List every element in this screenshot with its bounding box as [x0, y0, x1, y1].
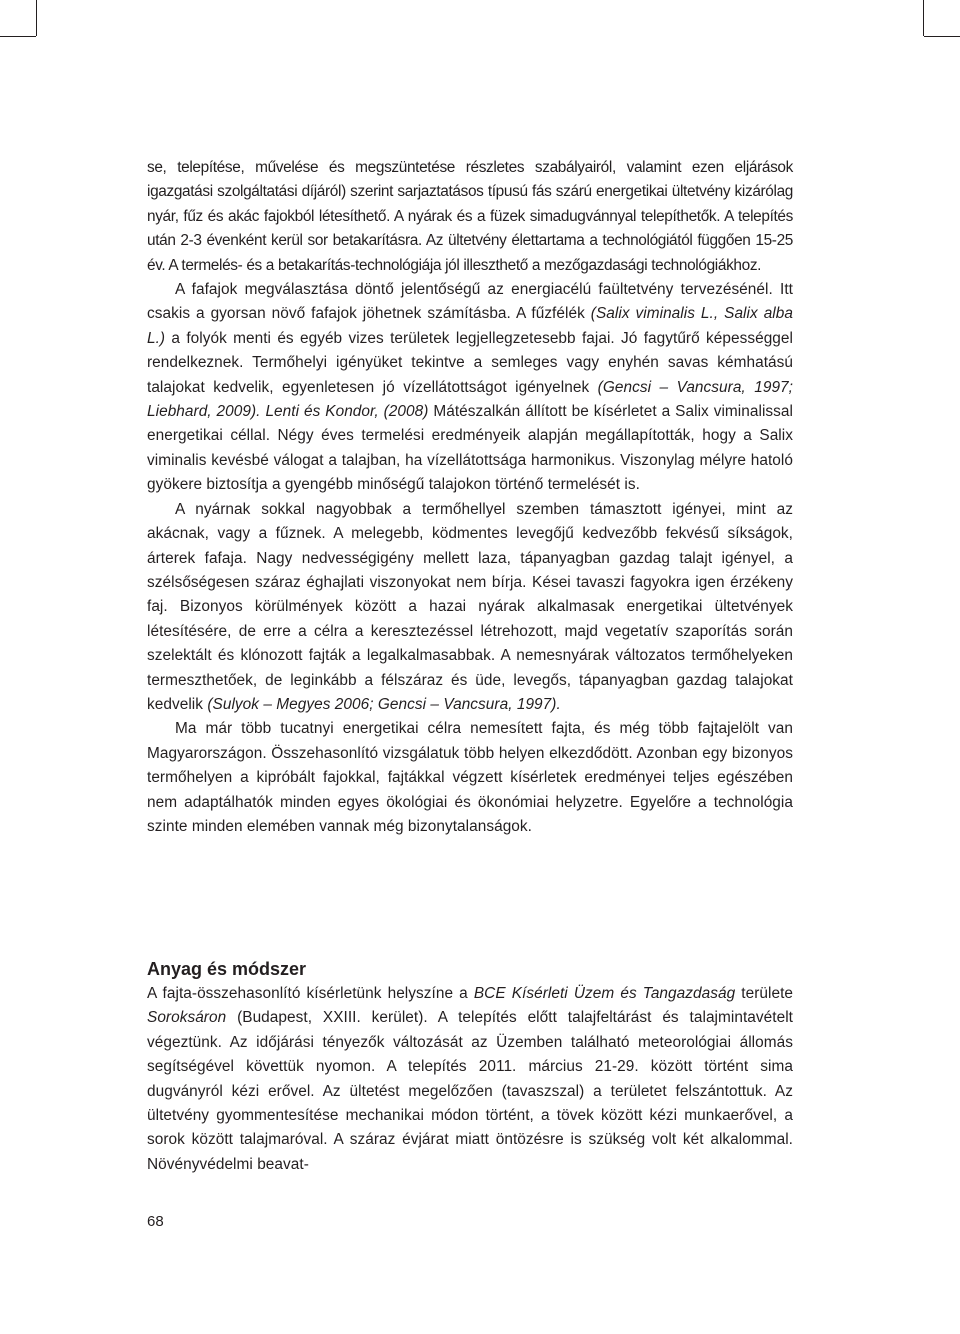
paragraph-2: [147, 278, 793, 498]
crop-mark-top-left-horizontal: [0, 36, 36, 37]
paragraph-4: [147, 717, 793, 839]
paragraph-2-run: a folyók menti és egyéb vizes területek legjellegzetesebb fajai. Jó fagytűrő képességgel rendelkeznek. Termőhelyi igényüket tekintve a semleges vagy enyhén savas kémhatású talajokat kedvelik, egyenletesen jó vízellátottságot igényelnek: [147, 329, 793, 396]
paragraph-1: [147, 156, 793, 278]
paragraph-3: [147, 498, 793, 718]
body-text: [147, 156, 793, 839]
crop-mark-top-right-vertical: [923, 0, 924, 36]
paragraph-4-run: Ma már több tucatnyi energetikai célra nemesített fajta, és még több fajtajelölt van Magyarországon. Összehasonlító vizsgálatuk több helyen elkezdődött. Azonban egy bizonyos termőhelyen a kipróbált fajokkal, fajtákkal végzett kísérletek eredményei teljes egészében nem adaptálhatók minden egyes ökológiai és ökonómiai helyzetre. Egyelőre a technológia szinte minden elemében vannak még bizonytalanságok.: [147, 720, 793, 835]
paragraph-3-run: A nyárnak sokkal nagyobbak a termőhellyel szemben támasztott igényei, mint az akácnak, vagy a fűznek. A melegebb, ködmentes levegőjű kedvezőbb fekvésű síkságok, árterek fafaja. Nagy nedvességigény mellett laza, tápanyagban gazdag talajt igényel, a szélsőségesen száraz éghajlati viszonyokat nem bírja. Kései tavaszi fagyokra igen érzékeny faj. Bizonyos körülmények között a hazai nyárak alkalmasak energetikai ültetvények létesítésére, de erre a célra a keresztezéssel létrehozott, majd vegetatív szaporítás során szelektált és klónozott fajták a legalkalmasabbak. A nemesnyárak változatos termőhelyeken termeszthetőek, de leginkább a félszáraz és üde, levegős, tápanyagban gazdag talajokat kedvelik: [147, 500, 793, 713]
crop-mark-top-right-horizontal: [924, 36, 960, 37]
methods-run: területe: [735, 985, 794, 1002]
methods-run: A fajta-összehasonlító kísérletünk helyszíne a: [147, 985, 474, 1002]
paragraph-2-run: (Gencsi – Vancsura, 1997; Liebhard, 2009).: [147, 378, 793, 421]
crop-mark-top-left-vertical: [36, 0, 37, 36]
paragraph-3-run: (Sulyok – Megyes 2006; Gencsi – Vancsura, 1997).: [207, 695, 561, 713]
methods-run: (Budapest, XXIII. kerület). A telepítés előtt talajfeltárást és talajmintavételt végeztünk. Az időjárási tényezők változását az Üzemben található meteorológiai állomás segítségével követtük nyomon. A telepítés 2011. március 21-29. között történt sima dugványról kézi erővel. Az ültetést megelőzően (tavaszszal) a területet felszántottuk. Az ültetvény gyommentesítése mechanikai módon történt, a tövek között kézi munkaerővel, a sorok között talajmaróval. A száraz évjárat miatt öntözésre is szükség volt két alkalommal. Növényvédelmi beavat-: [147, 1009, 793, 1173]
page-number: 68: [147, 1213, 164, 1230]
paragraph-2-run: (Salix viminalis L., Salix alba L.): [147, 305, 793, 347]
paragraph-2-run: Mátészalkán állított be kísérletet a Salix viminalissal energetikai céllal. Négy éves termelési eredményeik alapján megállapították, hogy a Salix viminalis kevésbé válogat a talajban, ha vízellátottsága harmonikus. Viszonylag mélyre hatoló gyökere biztosítja a gyengébb minőségű talajokon történő termelését is.: [147, 403, 793, 494]
methods-run: Soroksáron: [147, 1009, 227, 1027]
paragraph-2-run: Lenti és Kondor, (2008): [265, 403, 429, 421]
methods-run: BCE Kísérleti Üzem és Tangazdaság: [473, 985, 736, 1002]
paragraph-2-run: A fafajok megválasztása döntő jelentőségű az energiacélú faültetvény tervezésénél. Itt csakis a gyorsan növő fafajok jöhetnek számításba. A fűzfélék: [147, 281, 793, 323]
section-heading: Anyag és módszer: [147, 959, 307, 979]
methods-section: [147, 982, 793, 1177]
methods-paragraph: [147, 982, 793, 1177]
paragraph-1-run: se, telepítése, művelése és megszüntetése részletes szabályairól, valamint ezen eljárások igazgatási szolgáltatási díjáról) szerint sarjaztatásos típusú fás szárú energetikai ültetvény kizárólag nyár, fűz és akác fajokból létesíthető. A nyárak és a füzek simadugvánnyal telepíthetők. A telepítés után 2-3 évenként kerül sor betakarításra. Az ültetvény élettartama a technológiától függően 15-25 év. A termelés- és a betakarítás-technológiája jól illeszthető a mezőgazdasági technológiákhoz.: [147, 159, 793, 274]
